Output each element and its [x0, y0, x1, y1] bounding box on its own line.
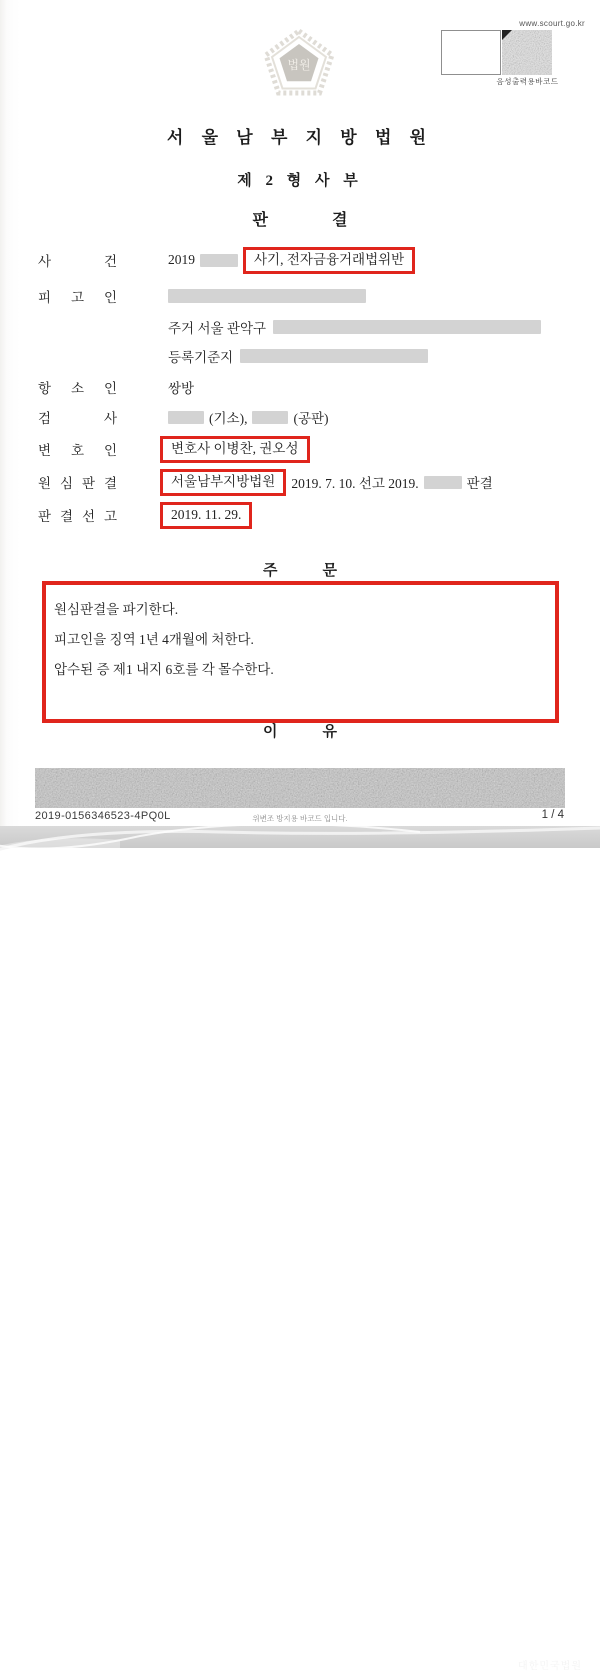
appellant-value: 쌍방: [168, 381, 195, 396]
case-year: 2019: [168, 252, 195, 268]
case-charges: 사기, 전자금융거래법위반: [254, 252, 405, 267]
counsel-value: 변호사 이병찬, 권오성: [171, 441, 299, 456]
voice-barcode-icon: [502, 30, 552, 75]
redaction-bar: [424, 476, 462, 489]
sentencing-highlight-box: [160, 502, 252, 529]
lower-court-row: [38, 469, 580, 496]
residence-text: 주거 서울 관악구: [168, 321, 267, 336]
redacted-noise-block: [35, 768, 565, 808]
document-number: 2019-0156346523-4PQ0L: [35, 810, 171, 822]
redaction-bar: [168, 289, 366, 303]
scourt-url: www.scourt.go.kr: [519, 19, 585, 28]
redaction-bar: [252, 411, 288, 424]
lower-court-highlight-box: [160, 469, 286, 496]
reason-heading: 이 유: [263, 724, 337, 740]
lower-court-rest1: 2019. 7. 10. 선고 2019.: [291, 476, 419, 492]
appellant-label: 항 소 인: [38, 381, 118, 396]
defendant-row: [38, 286, 580, 306]
prosecutor-row: [38, 407, 580, 427]
disposition-line: 원심판결을 파기한다.: [54, 602, 179, 617]
disposition-line: 압수된 증 제1 내지 6호를 각 몰수한다.: [54, 662, 274, 677]
registry-row: [168, 346, 580, 366]
court-seal-icon: [261, 27, 337, 103]
brand-band-graphic: [0, 826, 600, 848]
brand-text: 대한민국법원: [518, 1661, 582, 1672]
appellant-row: [38, 377, 580, 397]
court-name-title: 서 울 남 부 지 방 법 원: [166, 128, 434, 147]
defendant-label: 피 고 인: [38, 290, 118, 305]
prosecutor-label: 검 사: [38, 411, 118, 426]
page-indicator: 1 / 4: [541, 809, 564, 821]
disposition-line: 피고인을 징역 1년 4개월에 처한다.: [54, 632, 254, 647]
lower-court-label: 원 심 판 결: [38, 476, 118, 492]
counsel-row: [38, 436, 580, 463]
redaction-bar: [240, 349, 428, 363]
lower-court-name: 서울남부지방법원: [171, 474, 276, 489]
redaction-bar: [168, 411, 204, 424]
charges-highlight-box: [243, 247, 415, 274]
registry-label: 등록기준지: [168, 350, 234, 365]
seal-text: 법원: [287, 58, 311, 72]
counsel-label: 변 호 인: [38, 443, 118, 459]
case-row: [38, 247, 580, 274]
barcode-caption: 음성출력용바코드: [496, 77, 559, 86]
brand-band: [0, 826, 600, 1672]
disposition-heading: 주 문: [263, 563, 337, 579]
division-title: 제 2 형 사 부: [237, 173, 363, 189]
redaction-bar: [273, 320, 541, 334]
prosecutor-part1: (기소),: [209, 411, 248, 426]
prosecutor-part2: (공판): [293, 411, 329, 426]
residence-row: [168, 317, 580, 337]
sentencing-label: 판 결 선 고: [38, 509, 118, 525]
anti-forgery-note: 위변조 방지용 바코드 입니다.: [252, 814, 348, 823]
document-stamp-box: [441, 30, 501, 75]
sentencing-date: 2019. 11. 29.: [171, 507, 242, 522]
lower-court-rest2: 판결: [466, 476, 493, 492]
case-label: 사 건: [38, 254, 118, 270]
judgment-title: 판 결: [252, 212, 348, 229]
redaction-bar: [200, 254, 238, 267]
disposition-highlight-box: [42, 581, 559, 723]
counsel-highlight-box: [160, 436, 310, 463]
sentencing-row: [38, 502, 580, 529]
